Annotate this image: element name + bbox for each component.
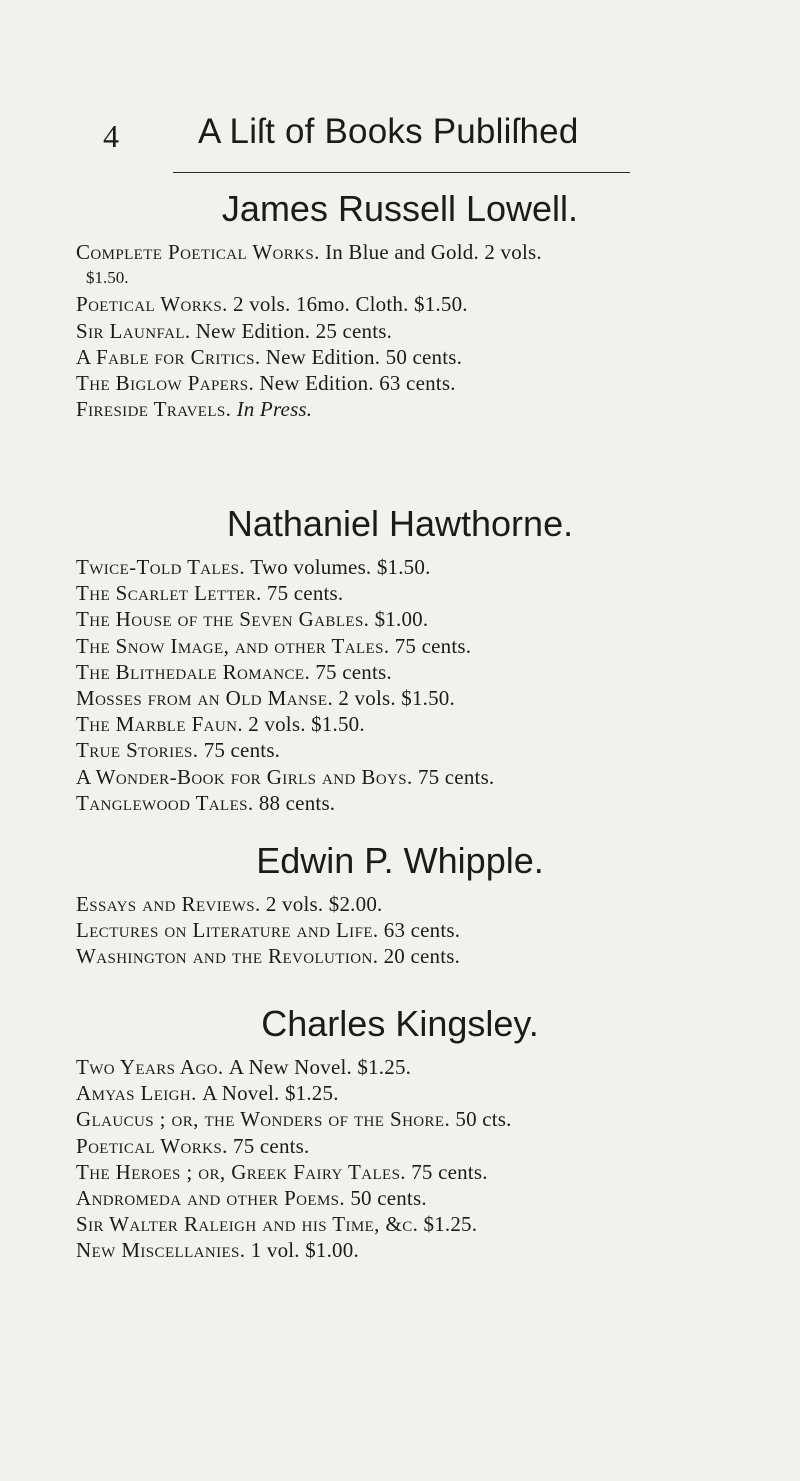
book-title: Lectures on Literature and Life. (76, 918, 379, 943)
book-title: Sir Walter Raleigh and his Time, &c. (76, 1212, 419, 1237)
book-title: The Scarlet Letter. (76, 581, 262, 606)
book-details: $1.25. (423, 1212, 478, 1237)
book-entry (0, 580, 800, 606)
book-list (0, 239, 800, 422)
book-title: True Stories. (76, 738, 199, 763)
book-details: 75 cents. (315, 659, 392, 684)
book-entry (0, 711, 800, 737)
running-head (0, 112, 800, 156)
author-heading: Edwin P. Whipple. (256, 840, 544, 881)
book-entry (0, 764, 800, 790)
book-title: Washington and the Revolution. (76, 944, 379, 969)
book-details: New Edition. 63 cents. (259, 370, 456, 395)
author-section-lowell (0, 188, 800, 422)
author-section-whipple (0, 840, 800, 970)
book-details: 75 cents. (417, 764, 495, 789)
book-entry (0, 1054, 800, 1080)
book-entry (0, 1211, 800, 1237)
book-entry (0, 790, 800, 816)
book-entry (0, 1080, 800, 1106)
book-details: 75 cents. (411, 1159, 488, 1184)
book-entry (0, 1237, 800, 1263)
book-entry (0, 633, 800, 659)
book-entry (0, 344, 800, 370)
book-list (0, 891, 800, 970)
book-title: A Fable for Critics. (76, 344, 261, 369)
book-details: In Blue and Gold. 2 vols. (325, 240, 542, 264)
book-entry (0, 1185, 800, 1211)
book-entry (0, 318, 800, 344)
book-details: 75 cents. (266, 581, 344, 606)
book-entry (0, 1133, 800, 1159)
book-entry (0, 239, 800, 291)
book-entry (0, 606, 800, 632)
book-details: 2 vols. 16mo. Cloth. $1.50. (233, 292, 468, 317)
book-entry (0, 659, 800, 685)
book-list (0, 1054, 800, 1264)
book-title: Two Years Ago. (76, 1055, 224, 1079)
book-details: 63 cents. (383, 918, 461, 943)
book-entry (0, 1106, 800, 1132)
book-entry (0, 917, 800, 943)
book-title: Tanglewood Tales. (76, 790, 254, 815)
book-entry (0, 943, 800, 969)
book-details: 88 cents. (258, 790, 336, 815)
book-entry (0, 291, 800, 317)
book-title: The Snow Image, and other Tales. (76, 633, 390, 658)
author-heading: Charles Kingsley. (261, 1003, 539, 1044)
book-title: New Miscellanies. (76, 1238, 246, 1263)
book-entry (0, 396, 800, 422)
author-section-hawthorne (0, 503, 800, 816)
book-entry (0, 554, 800, 580)
book-title: Fireside Travels. (76, 397, 232, 422)
book-title: The Biglow Papers. (76, 370, 255, 395)
book-title: Glaucus ; or, the Wonders of the Shore. (76, 1107, 451, 1132)
book-details: $1.00. (374, 607, 429, 632)
author-heading: Nathaniel Hawthorne. (226, 503, 574, 544)
book-title: Amyas Leigh. (76, 1081, 197, 1106)
book-title: Poetical Works. (76, 1133, 228, 1158)
book-details: 50 cents. (350, 1185, 427, 1210)
book-details: 75 cents. (203, 738, 281, 763)
book-title: The House of the Seven Gables. (76, 607, 370, 632)
book-entry (0, 370, 800, 396)
running-title: A Liſt of Books Publiſhed (198, 112, 579, 151)
book-details: New Edition. 50 cents. (265, 344, 463, 369)
book-title: The Heroes ; or, Greek Fairy Tales. (76, 1159, 406, 1184)
page-number: 4 (103, 118, 119, 154)
book-details: New Edition. 25 cents. (195, 318, 393, 343)
header-rule (173, 172, 630, 173)
book-details: 75 cents. (233, 1133, 310, 1158)
book-details: 75 cents. (394, 633, 472, 658)
book-details: 2 vols. $2.00. (265, 892, 383, 916)
book-entry (0, 1159, 800, 1185)
book-details: In Press. (236, 397, 313, 422)
book-title: Andromeda and other Poems. (76, 1185, 346, 1210)
book-title: A Wonder-Book for Girls and Boys. (76, 764, 413, 789)
book-details: A Novel. $1.25. (202, 1081, 339, 1106)
book-details: 2 vols. $1.50. (338, 685, 455, 710)
book-details: A New Novel. $1.25. (228, 1055, 412, 1079)
author-heading: James Russell Lowell. (221, 188, 579, 229)
book-title: Complete Poetical Works. (76, 240, 320, 264)
book-title: The Marble Faun. (76, 712, 243, 737)
book-title: The Blithedale Romance. (76, 659, 311, 684)
book-details: 20 cents. (383, 944, 461, 969)
book-entry (0, 737, 800, 763)
book-details: Two volumes. $1.50. (250, 555, 431, 579)
book-list (0, 554, 800, 816)
book-title: Sir Launfal. (76, 318, 191, 343)
book-title: Twice-Told Tales. (76, 555, 246, 579)
book-details: 1 vol. $1.00. (250, 1238, 359, 1263)
book-title: Essays and Reviews. (76, 892, 261, 916)
book-entry (0, 685, 800, 711)
author-section-kingsley (0, 1003, 800, 1264)
book-title: Poetical Works. (76, 292, 228, 317)
book-entry (0, 891, 800, 917)
book-details: 50 cts. (455, 1107, 512, 1132)
book-title: Mosses from an Old Manse. (76, 685, 334, 710)
book-details-continued: $1.50. (86, 268, 129, 288)
book-details: 2 vols. $1.50. (248, 712, 365, 737)
